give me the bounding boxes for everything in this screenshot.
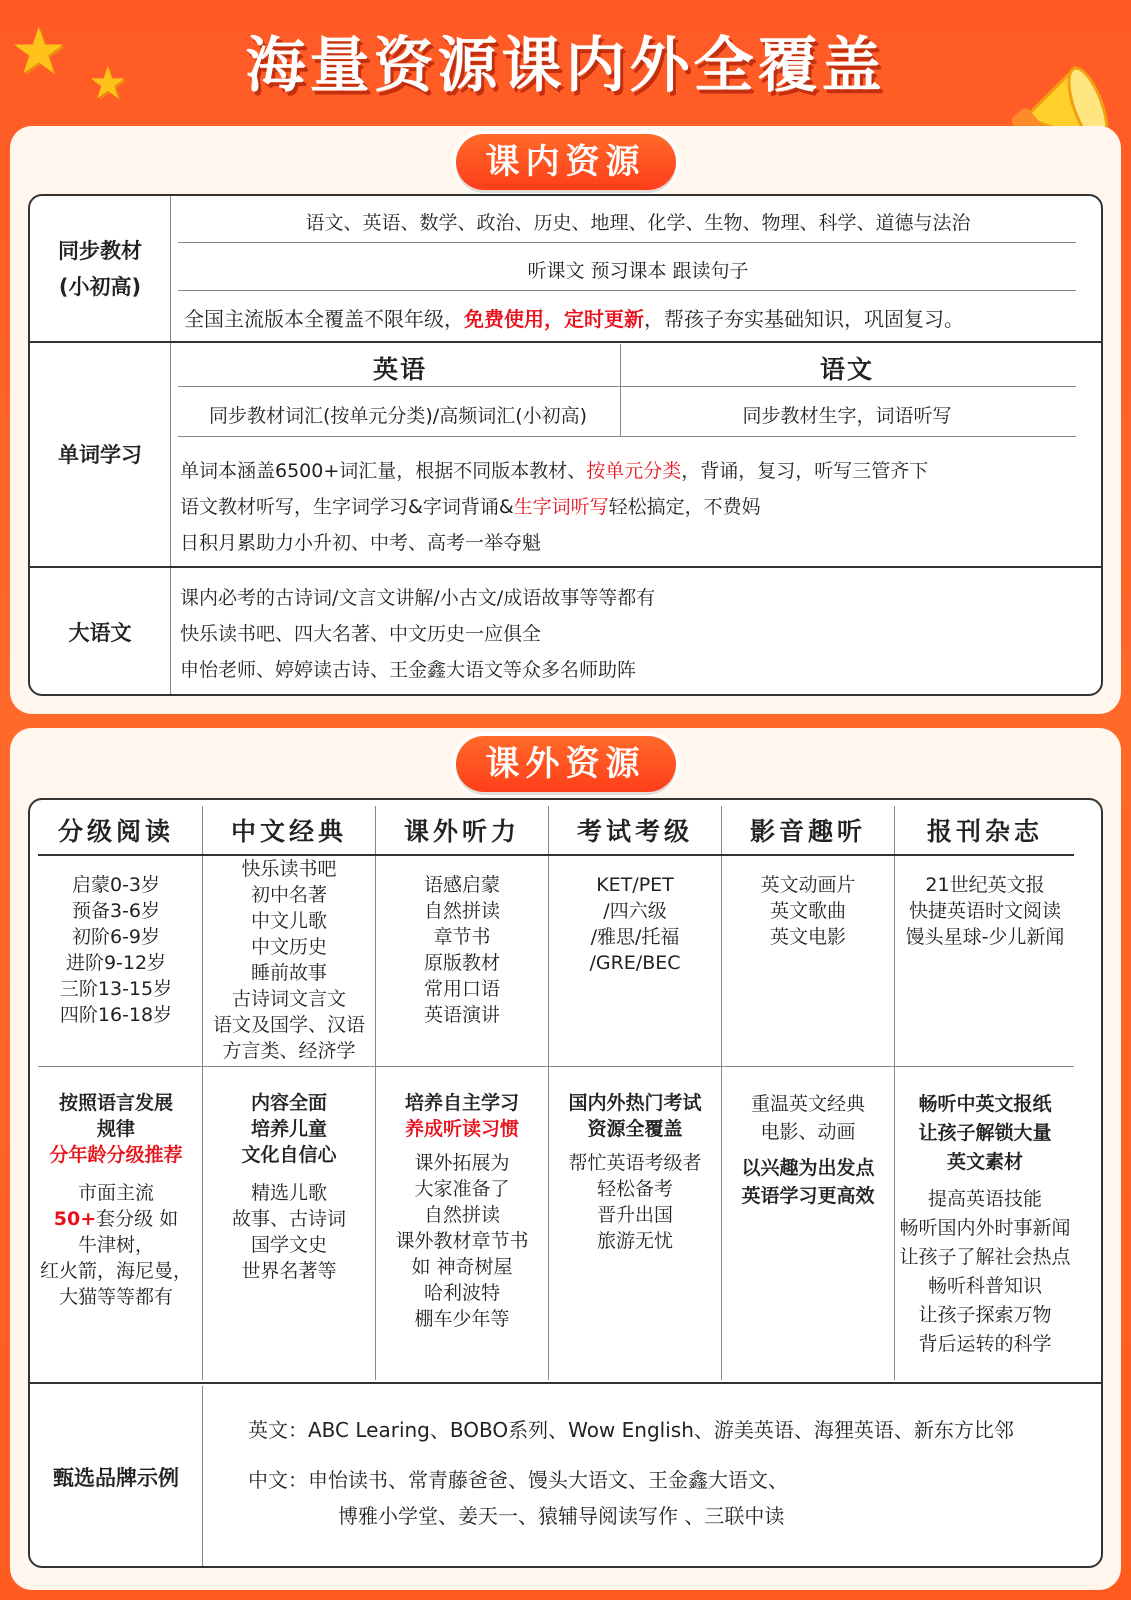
col-listening-header: 课外听力 xyxy=(403,817,520,846)
periodicals-items: 21世纪英文报 快捷英语时文阅读 馒头星球-少儿新闻 xyxy=(905,874,1065,948)
col-chinese-classics-header: 中文经典 xyxy=(230,817,347,846)
outer-resources-table xyxy=(28,798,1103,1568)
star-icon: ★ xyxy=(88,58,128,109)
big-chinese-line-2: 快乐读书吧、四大名著、中文历史一应俱全 xyxy=(180,623,542,645)
listening-items: 语感启蒙 自然拼读 章节书 原版教材 常用口语 英语演讲 xyxy=(423,874,500,1026)
english-vocab-types: 同步教材词汇(按单元分类)/高频词汇(小初高) xyxy=(208,405,588,427)
exams-desc: 国内外热门考试 资源全覆盖 帮忙英语考级者 轻松备考 晋升出国 旅游无忧 xyxy=(568,1092,702,1252)
brands-label: 甄选品牌示例 xyxy=(53,1466,179,1490)
big-chinese-line-3: 申怡老师、婷婷读古诗、王金鑫大语文等众多名师助阵 xyxy=(180,659,637,681)
word-line-1: 单词本涵盖6500+词汇量，根据不同版本教材、按单元分类，背诵，复习，听写三管齐下 xyxy=(180,460,929,482)
word-line-3: 日积月累助力小升初、中考、高考一举夺魁 xyxy=(180,532,542,554)
chinese-vocab-types: 同步教材生字，词语听写 xyxy=(742,405,952,427)
chinese-classics-items: 快乐读书吧 初中名著 中文儿歌 中文历史 睡前故事 古诗词文言文 语文及国学、汉语 方言类、经济学 xyxy=(212,858,365,1062)
exam-items: KET/PET /四六级 /雅思/托福 /GRE/BEC xyxy=(589,874,681,974)
star-icon: ★ xyxy=(10,15,68,89)
col-periodicals-header: 报刊杂志 xyxy=(926,817,1043,846)
media-desc: 重温英文经典 电影、动画 以兴趣为出发点 英语学习更高效 xyxy=(741,1093,875,1207)
outer-resources-panel xyxy=(10,728,1121,1590)
sync-description: 全国主流版本全覆盖不限年级，免费使用，定时更新，帮孩子夯实基础知识，巩固复习。 xyxy=(184,307,964,331)
chinese-header: 语文 xyxy=(819,355,874,384)
col-graded-reading-header: 分级阅读 xyxy=(57,817,174,846)
sync-textbook-label: 同步教材 xyxy=(58,239,142,263)
sync-subjects: 语文、英语、数学、政治、历史、地理、化学、生物、物理、科学、道德与法治 xyxy=(305,212,971,234)
page-title: 海量资源课内外全覆盖 xyxy=(245,31,886,101)
brands-chinese-1: 中文：申怡读书、常青藤爸爸、馒头大语文、王金鑫大语文、 xyxy=(248,1468,788,1492)
graded-reading-items: 启蒙0-3岁 预备3-6岁 初阶6-9岁 进阶9-12岁 三阶13-15岁 四阶16-18岁 xyxy=(59,874,173,1026)
outer-resources-pill: 课外资源 xyxy=(456,736,676,792)
inner-resources-table xyxy=(28,194,1103,696)
periodicals-desc: 畅听中英文报纸 让孩子解锁大量 英文素材 提高英语技能 畅听国内外时事新闻 让孩子了解社会热点 畅听科普知识 让孩子探索万物 背后运转的科学 xyxy=(899,1093,1071,1355)
english-header: 英语 xyxy=(372,355,427,384)
graded-reading-desc: 按照语言发展 规律 分年龄分级推荐 市面主流 50+套分级 如 牛津树， 红火箭，海尼曼， 大猫等等都有 xyxy=(39,1092,192,1308)
sync-features: 听课文 预习课本 跟读句子 xyxy=(527,260,749,282)
inner-resources-panel xyxy=(10,126,1121,714)
brands-english: 英文：ABC Learing、BOBO系列、Wow English、游美英语、海狸英语、新东方比邻 xyxy=(248,1418,1014,1442)
col-media-header: 影音趣听 xyxy=(749,817,866,846)
word-study-label: 单词学习 xyxy=(58,443,142,467)
word-line-2: 语文教材听写，生字词学习&字词背诵&生字词听写轻松搞定，不费妈 xyxy=(180,496,761,518)
inner-resources-pill: 课内资源 xyxy=(456,134,676,190)
sync-textbook-sublabel: (小初高) xyxy=(58,275,142,299)
big-chinese-label: 大语文 xyxy=(68,621,132,645)
brands-chinese-2: 博雅小学堂、姜天一、猿辅导阅读写作 、三联中读 xyxy=(338,1504,785,1528)
listening-desc: 培养自主学习 养成听读习惯 课外拓展为 大家准备了 自然拼读 课外教材章节书 如 神奇树屋 哈利波特 棚车少年等 xyxy=(395,1092,529,1330)
media-items: 英文动画片 英文歌曲 英文电影 xyxy=(760,874,856,948)
big-chinese-line-1: 课内必考的古诗词/文言文讲解/小古文/成语故事等等都有 xyxy=(180,587,656,609)
col-exams-header: 考试考级 xyxy=(576,817,693,846)
chinese-classics-desc: 内容全面 培养儿童 文化自信心 精选儿歌 故事、古诗词 国学文史 世界名著等 xyxy=(231,1092,346,1282)
